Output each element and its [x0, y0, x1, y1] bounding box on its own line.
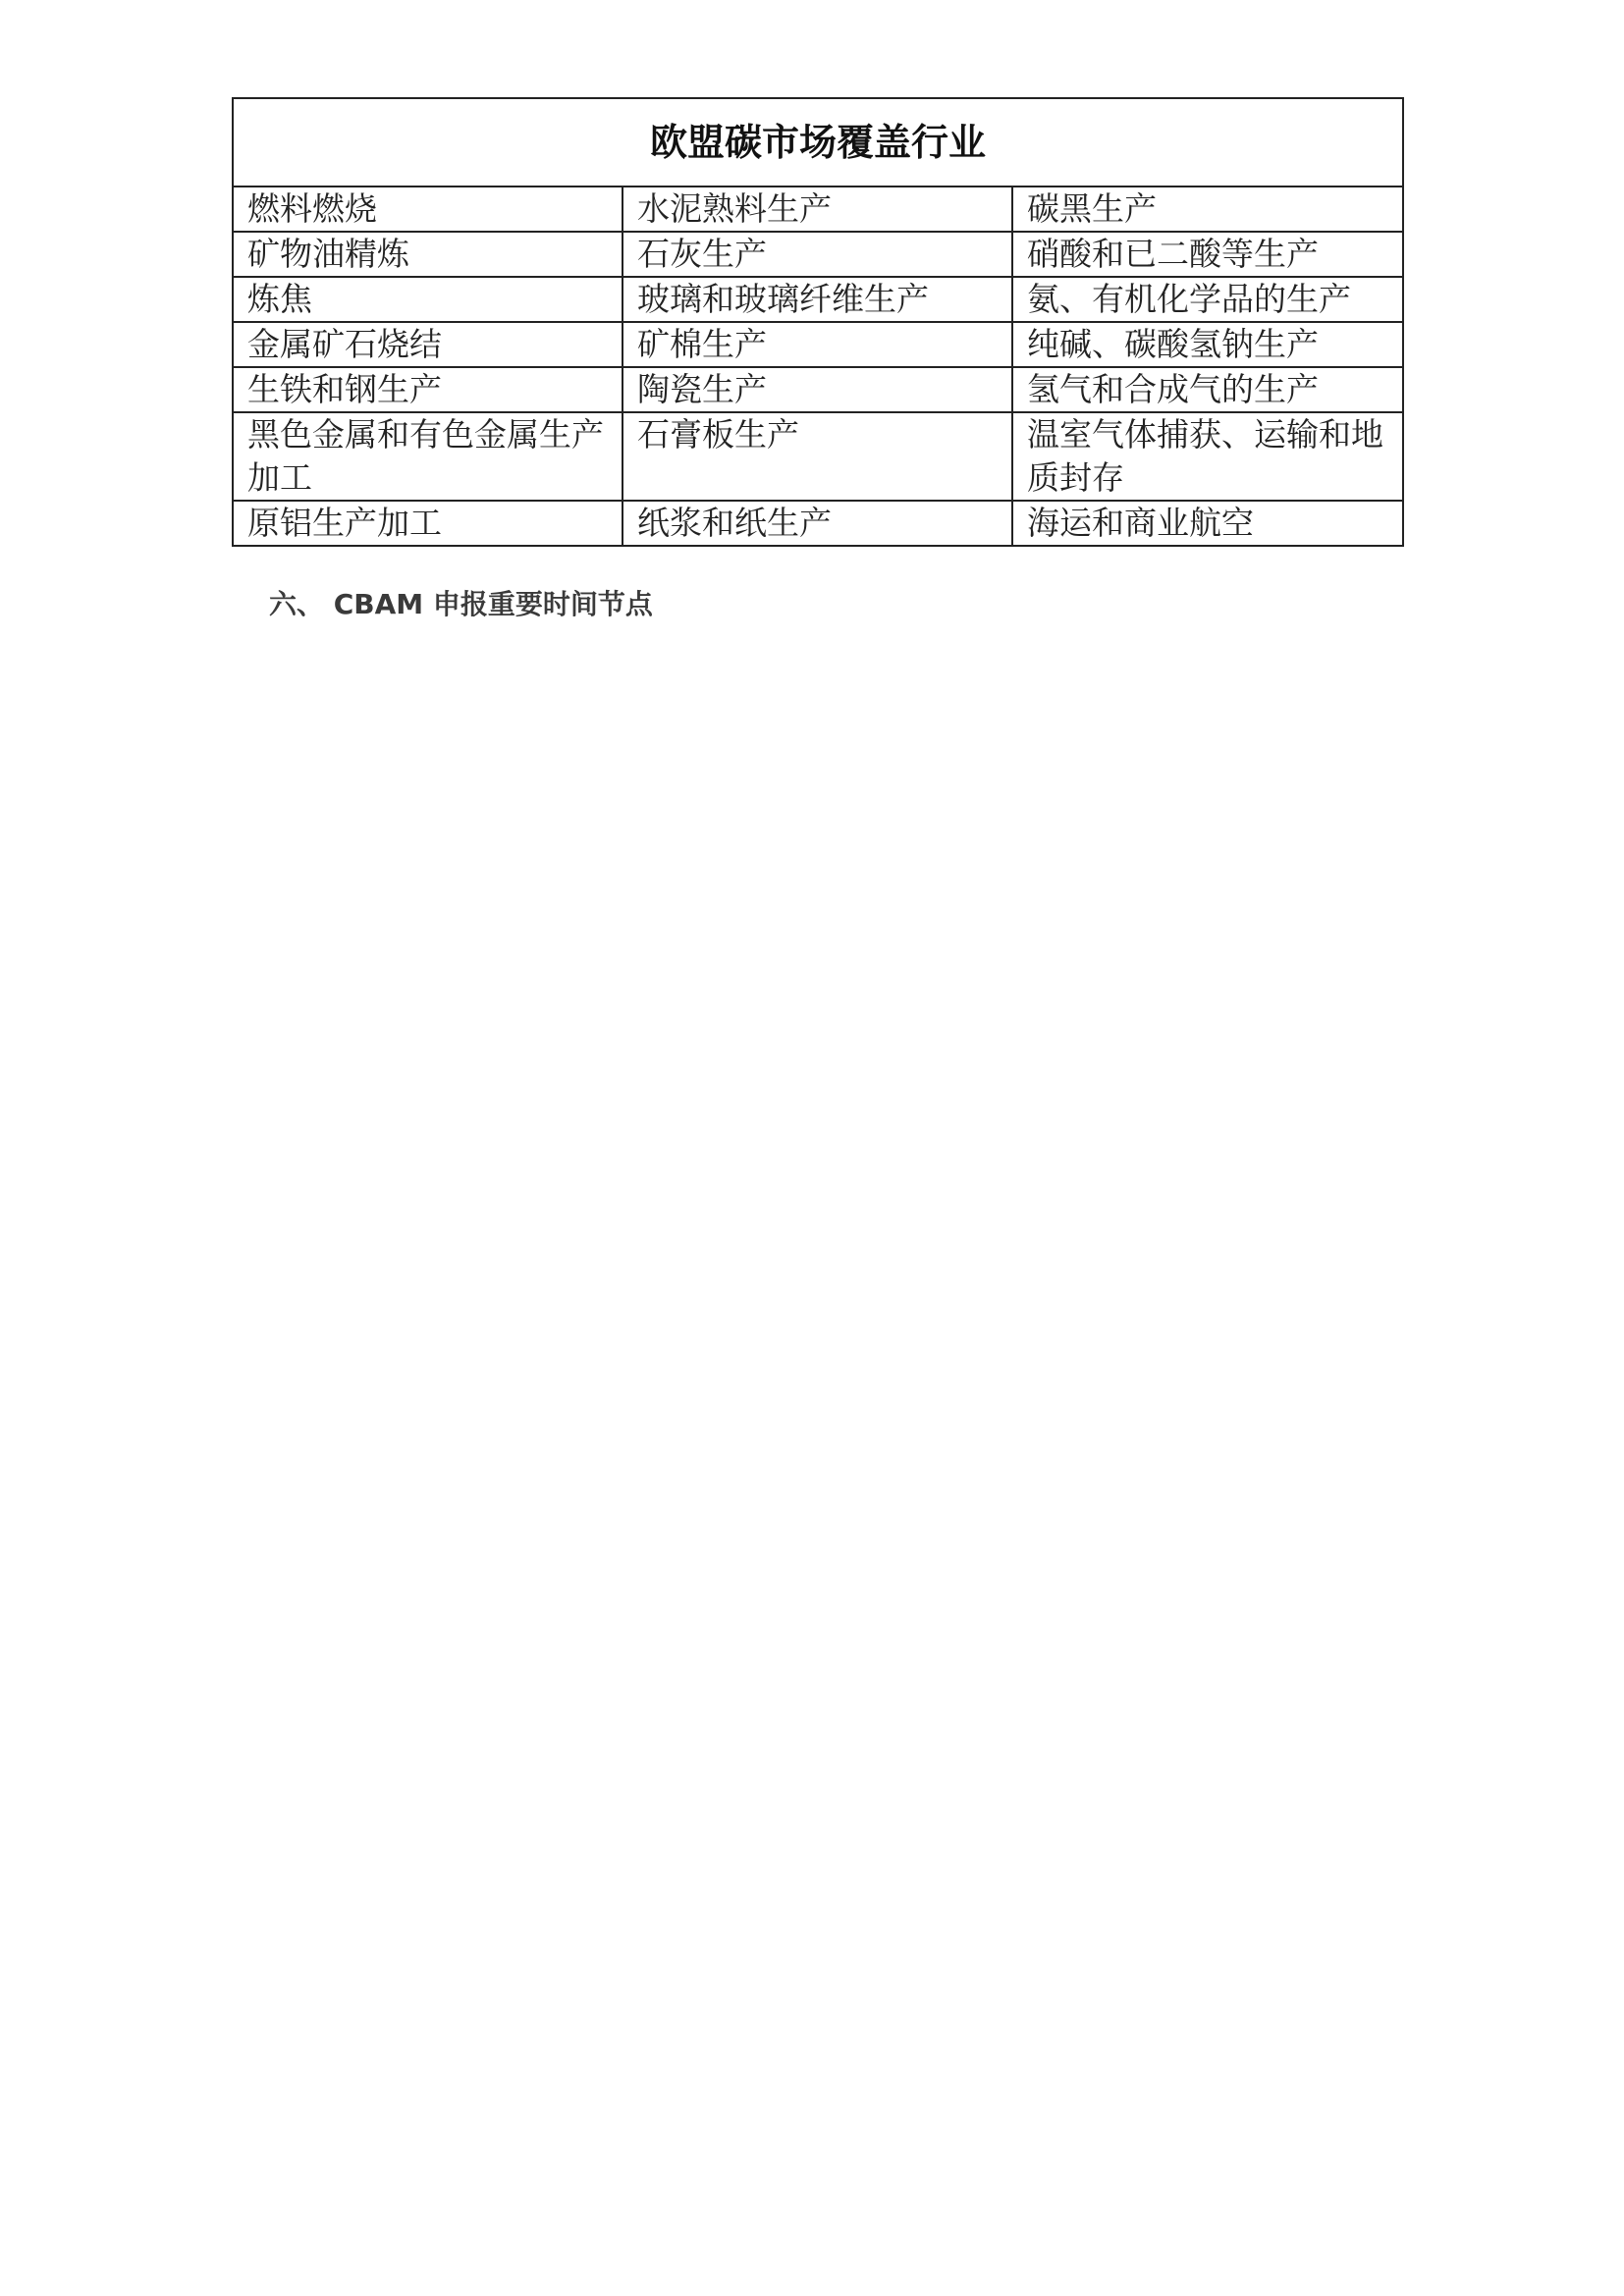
table-cell: 矿棉生产 — [623, 322, 1012, 367]
table-cell: 水泥熟料生产 — [623, 187, 1012, 232]
table-cell: 温室气体捕获、运输和地质封存 — [1012, 412, 1403, 501]
table-cell: 纸浆和纸生产 — [623, 501, 1012, 546]
table-row — [233, 501, 1403, 546]
table-cell: 金属矿石烧结 — [233, 322, 623, 367]
table-row — [233, 367, 1403, 412]
table-cell: 氢气和合成气的生产 — [1012, 367, 1403, 412]
section-heading: 六、 CBAM 申报重要时间节点 — [269, 588, 653, 620]
table-cell: 碳黑生产 — [1012, 187, 1403, 232]
table-row — [233, 187, 1403, 232]
table-cell: 氨、有机化学品的生产 — [1012, 277, 1403, 322]
sector-table — [232, 97, 1404, 547]
table-cell: 玻璃和玻璃纤维生产 — [623, 277, 1012, 322]
table-row — [233, 277, 1403, 322]
table-cell: 陶瓷生产 — [623, 367, 1012, 412]
table-title: 欧盟碳市场覆盖行业 — [233, 98, 1403, 187]
table-cell: 纯碱、碳酸氢钠生产 — [1012, 322, 1403, 367]
table-cell: 矿物油精炼 — [233, 232, 623, 277]
table-cell: 黑色金属和有色金属生产加工 — [233, 412, 623, 501]
table-cell: 海运和商业航空 — [1012, 501, 1403, 546]
table-cell: 原铝生产加工 — [233, 501, 623, 546]
table-cell: 石灰生产 — [623, 232, 1012, 277]
table-row — [233, 232, 1403, 277]
table-cell: 生铁和钢生产 — [233, 367, 623, 412]
table-cell: 燃料燃烧 — [233, 187, 623, 232]
table-row — [233, 412, 1403, 501]
table-row — [233, 322, 1403, 367]
table-cell: 硝酸和已二酸等生产 — [1012, 232, 1403, 277]
table-cell: 炼焦 — [233, 277, 623, 322]
table-cell: 石膏板生产 — [623, 412, 1012, 501]
